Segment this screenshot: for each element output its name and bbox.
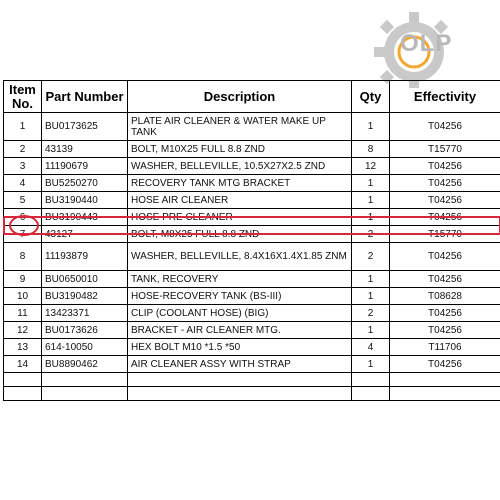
logo-text: OLP bbox=[400, 30, 453, 57]
cell-effectivity: T04256 bbox=[390, 113, 500, 141]
cell-item: 5 bbox=[4, 192, 42, 209]
table-row-empty bbox=[4, 373, 500, 387]
cell-qty: 8 bbox=[352, 141, 390, 158]
cell-qty: 2 bbox=[352, 226, 390, 243]
cell-description: BOLT, M10X25 FULL 8.8 ZND bbox=[128, 141, 352, 158]
cell-part-number: BU3190440 bbox=[42, 192, 128, 209]
table-header-row bbox=[4, 81, 500, 113]
table-row bbox=[4, 288, 500, 305]
cell-qty: 2 bbox=[352, 243, 390, 271]
cell-item: 9 bbox=[4, 271, 42, 288]
table-row bbox=[4, 322, 500, 339]
table-row bbox=[4, 243, 500, 271]
cell-part-number: 13423371 bbox=[42, 305, 128, 322]
cell-item: 3 bbox=[4, 158, 42, 175]
header-qty: Qty bbox=[352, 81, 390, 113]
cell-part-number: BU8890462 bbox=[42, 356, 128, 373]
table-row-empty bbox=[4, 387, 500, 401]
cell-qty: 12 bbox=[352, 158, 390, 175]
cell-effectivity: T04256 bbox=[390, 209, 500, 226]
cell-effectivity: T04256 bbox=[390, 243, 500, 271]
cell-item: 7 bbox=[4, 226, 42, 243]
cell-qty: 1 bbox=[352, 113, 390, 141]
table-row bbox=[4, 158, 500, 175]
cell-description: BOLT, M8X25 FULL 8.8 ZND bbox=[128, 226, 352, 243]
cell-description: HOSE PRE CLEANER bbox=[128, 209, 352, 226]
cell-item: 13 bbox=[4, 339, 42, 356]
cell-qty: 1 bbox=[352, 356, 390, 373]
cell-qty: 2 bbox=[352, 305, 390, 322]
cell-effectivity: T04256 bbox=[390, 356, 500, 373]
cell-part-number: 614-10050 bbox=[42, 339, 128, 356]
cell-effectivity: T11706 bbox=[390, 339, 500, 356]
cell-effectivity: T04256 bbox=[390, 322, 500, 339]
cell-effectivity: T04256 bbox=[390, 305, 500, 322]
table-row bbox=[4, 339, 500, 356]
table-row bbox=[4, 226, 500, 243]
cell-item: 11 bbox=[4, 305, 42, 322]
table-row bbox=[4, 271, 500, 288]
table-row bbox=[4, 141, 500, 158]
cell-qty: 1 bbox=[352, 192, 390, 209]
cell-effectivity: T15770 bbox=[390, 141, 500, 158]
cell-effectivity: T04256 bbox=[390, 158, 500, 175]
cell-effectivity: T04256 bbox=[390, 192, 500, 209]
cell-description: HOSE AIR CLEANER bbox=[128, 192, 352, 209]
cell-description: TANK, RECOVERY bbox=[128, 271, 352, 288]
table-row bbox=[4, 192, 500, 209]
cell-effectivity: T04256 bbox=[390, 175, 500, 192]
cell-item: 2 bbox=[4, 141, 42, 158]
cell-qty: 1 bbox=[352, 209, 390, 226]
cell-part-number: 11193879 bbox=[42, 243, 128, 271]
cell-part-number: BU3190443 bbox=[42, 209, 128, 226]
cell-item: 14 bbox=[4, 356, 42, 373]
cell-description: AIR CLEANER ASSY WITH STRAP bbox=[128, 356, 352, 373]
cell-item: 12 bbox=[4, 322, 42, 339]
cell-part-number: BU0650010 bbox=[42, 271, 128, 288]
parts-table bbox=[3, 80, 500, 401]
cell-qty: 1 bbox=[352, 175, 390, 192]
cell-part-number: 43127 bbox=[42, 226, 128, 243]
cell-description: CLIP (COOLANT HOSE) (BIG) bbox=[128, 305, 352, 322]
table-row bbox=[4, 113, 500, 141]
cell-effectivity: T15770 bbox=[390, 226, 500, 243]
cell-description: HOSE-RECOVERY TANK (BS-III) bbox=[128, 288, 352, 305]
cell-qty: 1 bbox=[352, 322, 390, 339]
cell-description: WASHER, BELLEVILLE, 8.4X16X1.4X1.85 ZNM bbox=[128, 243, 352, 271]
cell-part-number: BU5250270 bbox=[42, 175, 128, 192]
cell-item: 4 bbox=[4, 175, 42, 192]
table-row bbox=[4, 305, 500, 322]
header-description: Description bbox=[128, 81, 352, 113]
cell-part-number: BU0173626 bbox=[42, 322, 128, 339]
table-row bbox=[4, 175, 500, 192]
cell-item: 10 bbox=[4, 288, 42, 305]
cell-description: PLATE AIR CLEANER & WATER MAKE UP TANK bbox=[128, 113, 352, 141]
cell-description: HEX BOLT M10 *1.5 *50 bbox=[128, 339, 352, 356]
cell-effectivity: T04256 bbox=[390, 271, 500, 288]
cell-item: 1 bbox=[4, 113, 42, 141]
cell-item: 8 bbox=[4, 243, 42, 271]
cell-qty: 1 bbox=[352, 271, 390, 288]
cell-qty: 4 bbox=[352, 339, 390, 356]
cell-description: BRACKET - AIR CLEANER MTG. bbox=[128, 322, 352, 339]
header-item-no: Item No. bbox=[4, 81, 42, 113]
cell-description: WASHER, BELLEVILLE, 10.5X27X2.5 ZND bbox=[128, 158, 352, 175]
cell-part-number: BU3190482 bbox=[42, 288, 128, 305]
cell-description: RECOVERY TANK MTG BRACKET bbox=[128, 175, 352, 192]
cell-part-number: 11190679 bbox=[42, 158, 128, 175]
cell-effectivity: T08628 bbox=[390, 288, 500, 305]
cell-part-number: BU0173625 bbox=[42, 113, 128, 141]
cell-qty: 1 bbox=[352, 288, 390, 305]
table-row-highlighted bbox=[4, 209, 500, 226]
cell-item: 6 bbox=[4, 209, 42, 226]
header-part-number: Part Number bbox=[42, 81, 128, 113]
header-effectivity: Effectivity bbox=[390, 81, 500, 113]
cell-part-number: 43139 bbox=[42, 141, 128, 158]
table-row bbox=[4, 356, 500, 373]
